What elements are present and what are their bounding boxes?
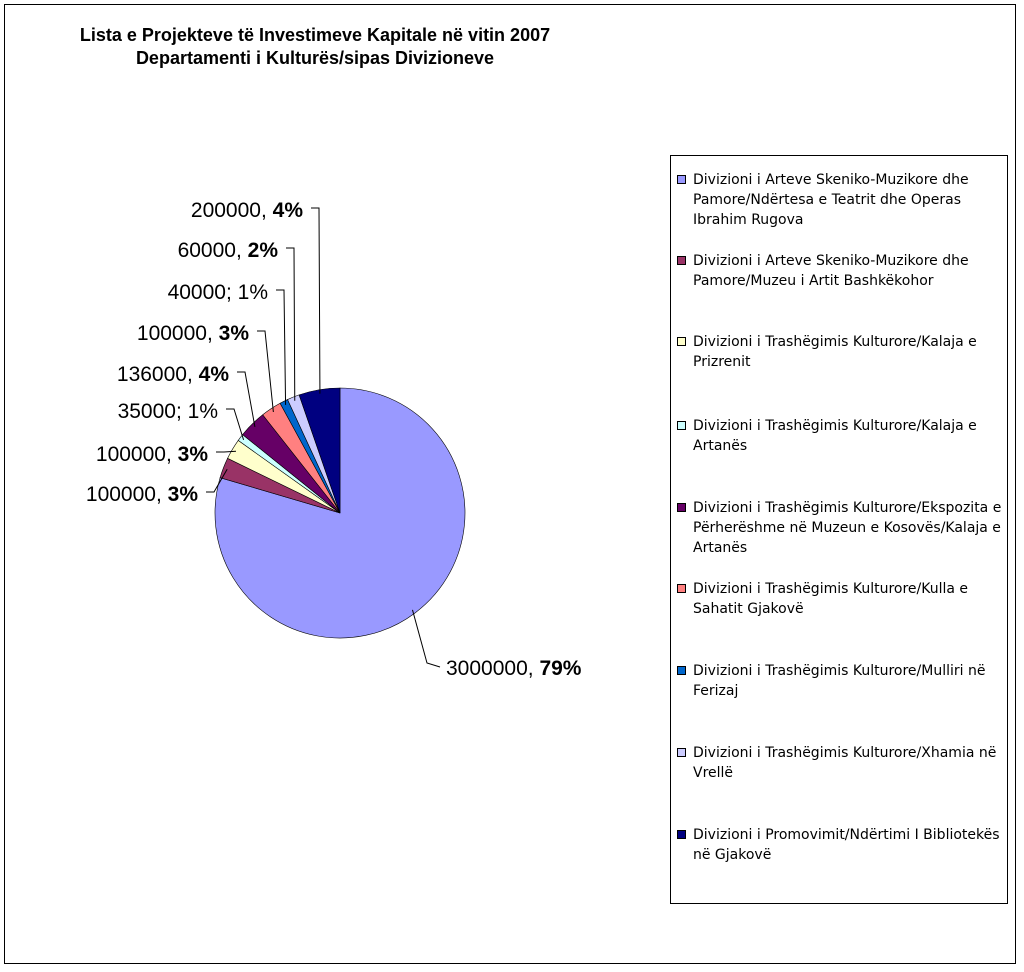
- data-label-5: [117, 363, 229, 386]
- data-label-value: 100000,: [95, 443, 178, 466]
- data-label-value: 40000;: [167, 281, 238, 304]
- data-label-9: [191, 199, 303, 222]
- data-label-percent: 1%: [187, 400, 218, 423]
- data-label-value: 136000,: [116, 363, 199, 386]
- data-label-7: [168, 281, 268, 304]
- data-label-percent: 3%: [177, 443, 208, 466]
- legend-label: Divizioni i Trashëgimis Kulturore/Xhamia në Vrellë: [693, 745, 997, 781]
- chart-subtitle: Departamenti i Kulturës/sipas Divizioneve: [135, 48, 495, 68]
- leader-line-4: [226, 409, 244, 440]
- leader-line-5: [237, 372, 255, 427]
- legend-label: Divizioni i Arteve Skeniko-Muzikore dhe Pamore/Muzeu i Artit Bashkëkohor: [693, 253, 969, 289]
- data-label-value: 200000,: [190, 199, 273, 222]
- data-label-percent: 79%: [539, 657, 582, 680]
- data-label-percent: 2%: [247, 239, 278, 262]
- data-label-3: [96, 443, 208, 466]
- legend-swatch: [677, 830, 686, 839]
- chart-title: Lista e Projekteve të Investimeve Kapitale në vitin 2007: [79, 25, 551, 45]
- leader-line-8: [286, 248, 295, 401]
- data-label-8: [178, 239, 279, 262]
- legend-label: Divizioni i Trashëgimis Kulturore/Kalaja e Artanës: [693, 418, 977, 454]
- data-label-percent: 4%: [272, 199, 303, 222]
- data-label-value: 60000,: [177, 239, 248, 262]
- legend-label: Divizioni i Trashëgimis Kulturore/Ekspozita e Përherëshme në Muzeun e Kosovës/Kalaja e Artanës: [693, 500, 1002, 556]
- legend-label: Divizioni i Arteve Skeniko-Muzikore dhe Pamore/Ndërtesa e Teatrit dhe Operas Ibrahim Rugova: [693, 172, 969, 228]
- legend-label: Divizioni i Trashëgimis Kulturore/Mulliri në Ferizaj: [693, 663, 986, 699]
- leader-line-6: [257, 331, 273, 412]
- chart-legend: [670, 155, 1008, 904]
- legend-label: Divizioni i Promovimit/Ndërtimi I Bibliotekës në Gjakovë: [693, 827, 1000, 863]
- leader-line-3: [216, 451, 236, 452]
- data-label-percent: 3%: [167, 483, 198, 506]
- data-label-percent: 1%: [237, 281, 268, 304]
- data-label-2: [86, 483, 198, 506]
- legend-swatch: [677, 666, 686, 675]
- legend-label: Divizioni i Trashëgimis Kulturore/Kalaja e Prizrenit: [693, 334, 977, 370]
- data-label-value: 100000,: [136, 322, 219, 345]
- legend-swatch: [677, 175, 686, 184]
- legend-swatch: [677, 421, 686, 430]
- data-label-value: 100000,: [85, 483, 168, 506]
- legend-swatch: [677, 584, 686, 593]
- legend-swatch: [677, 503, 686, 512]
- leader-line-1: [412, 610, 440, 667]
- legend-swatch: [677, 748, 686, 757]
- leader-line-7: [276, 290, 286, 405]
- data-label-1: [446, 657, 582, 680]
- legend-swatch: [677, 256, 686, 265]
- legend-label: Divizioni i Trashëgimis Kulturore/Kulla e Sahatit Gjakovë: [693, 581, 969, 617]
- data-label-percent: 3%: [218, 322, 249, 345]
- legend-swatch: [677, 337, 686, 346]
- data-label-4: [118, 400, 218, 423]
- data-label-percent: 4%: [198, 363, 229, 386]
- data-label-6: [137, 322, 249, 345]
- data-label-value: 35000;: [117, 400, 188, 423]
- data-label-value: 3000000,: [446, 657, 540, 680]
- leader-line-9: [311, 208, 320, 394]
